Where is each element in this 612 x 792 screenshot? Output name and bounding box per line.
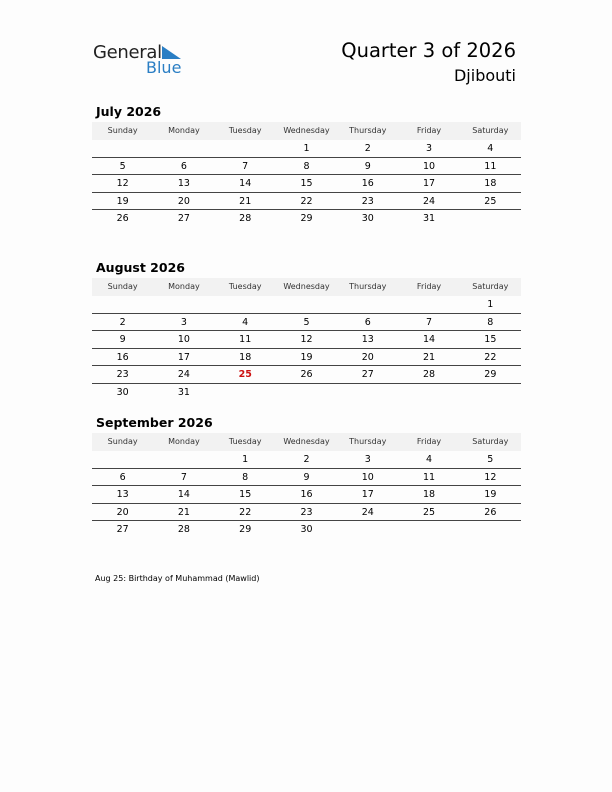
day-cell: 12 bbox=[300, 334, 313, 345]
day-cell bbox=[153, 296, 214, 313]
week-row bbox=[92, 349, 521, 367]
day-cell: 16 bbox=[361, 178, 374, 189]
day-cell bbox=[337, 521, 398, 538]
day-cell: 27 bbox=[361, 369, 374, 380]
day-cell: 17 bbox=[423, 178, 436, 189]
month-september bbox=[92, 414, 521, 538]
day-cell: 23 bbox=[116, 369, 129, 380]
week-row bbox=[92, 158, 521, 176]
day-cell: 4 bbox=[487, 143, 494, 154]
day-cell: 14 bbox=[177, 489, 190, 500]
day-cell: 24 bbox=[361, 506, 374, 518]
weekday-label: Tuesday bbox=[228, 126, 262, 135]
day-cell: 8 bbox=[303, 160, 310, 172]
day-cell: 3 bbox=[364, 454, 371, 465]
day-cell: 9 bbox=[119, 334, 126, 345]
weekday-label: Tuesday bbox=[228, 282, 262, 291]
weekday-label: Wednesday bbox=[283, 126, 330, 135]
day-cell: 5 bbox=[119, 160, 126, 172]
day-cell bbox=[398, 521, 459, 538]
day-cell: 29 bbox=[239, 524, 252, 535]
day-cell: 31 bbox=[423, 213, 436, 224]
week-row bbox=[92, 451, 521, 469]
day-cell: 17 bbox=[177, 351, 190, 363]
day-cell: 27 bbox=[177, 213, 190, 224]
day-cell: 18 bbox=[239, 351, 252, 363]
day-cell: 6 bbox=[180, 160, 187, 172]
month-title: September 2026 bbox=[96, 415, 213, 430]
calendar-grid bbox=[92, 451, 521, 538]
day-cell: 4 bbox=[242, 316, 249, 328]
weekday-label: Friday bbox=[416, 282, 442, 291]
day-cell: 29 bbox=[484, 369, 497, 380]
day-cell: 1 bbox=[487, 299, 494, 310]
day-cell bbox=[92, 296, 153, 313]
weekday-label: Monday bbox=[168, 437, 200, 446]
day-cell: 29 bbox=[300, 213, 313, 224]
day-cell: 1 bbox=[303, 143, 310, 154]
month-title: August 2026 bbox=[96, 260, 185, 275]
day-cell bbox=[337, 296, 398, 313]
day-cell: 13 bbox=[361, 334, 374, 345]
weekday-label: Wednesday bbox=[283, 282, 330, 291]
day-cell: 30 bbox=[361, 213, 374, 224]
day-cell: 22 bbox=[239, 506, 252, 518]
day-cell bbox=[276, 296, 337, 313]
week-row bbox=[92, 296, 521, 314]
day-cell: 28 bbox=[239, 213, 252, 224]
day-cell: 10 bbox=[177, 334, 190, 345]
day-cell: 6 bbox=[119, 471, 126, 483]
day-cell: 13 bbox=[177, 178, 190, 189]
week-row bbox=[92, 140, 521, 158]
day-cell: 19 bbox=[116, 195, 129, 207]
day-cell: 7 bbox=[180, 471, 187, 483]
day-cell: 10 bbox=[361, 471, 374, 483]
day-cell: 18 bbox=[484, 178, 497, 189]
week-row bbox=[92, 504, 521, 522]
day-cell: 21 bbox=[239, 195, 252, 207]
day-cell: 25 bbox=[238, 369, 252, 380]
day-cell: 30 bbox=[116, 386, 129, 398]
day-cell bbox=[153, 451, 214, 468]
day-cell bbox=[337, 384, 398, 401]
day-cell: 9 bbox=[303, 471, 310, 483]
weekday-label: Thursday bbox=[349, 126, 387, 135]
week-row bbox=[92, 193, 521, 211]
day-cell: 6 bbox=[364, 316, 371, 328]
day-cell: 22 bbox=[484, 351, 497, 363]
week-row bbox=[92, 521, 521, 538]
day-cell: 12 bbox=[484, 471, 497, 483]
weekday-label: Saturday bbox=[472, 437, 509, 446]
day-cell: 1 bbox=[242, 454, 249, 465]
day-cell: 4 bbox=[426, 454, 433, 465]
day-cell: 14 bbox=[423, 334, 436, 345]
day-cell: 31 bbox=[177, 386, 190, 398]
day-cell bbox=[276, 384, 337, 401]
month-title: July 2026 bbox=[96, 104, 162, 119]
day-cell: 30 bbox=[300, 524, 313, 535]
day-cell: 26 bbox=[116, 213, 129, 224]
weekday-label: Sunday bbox=[107, 437, 138, 446]
day-cell: 15 bbox=[484, 334, 497, 345]
weekday-label: Friday bbox=[416, 437, 442, 446]
day-cell bbox=[215, 384, 276, 401]
month-july bbox=[92, 103, 521, 227]
day-cell: 14 bbox=[239, 178, 252, 189]
week-row bbox=[92, 175, 521, 193]
day-cell: 26 bbox=[300, 369, 313, 380]
day-cell: 12 bbox=[116, 178, 129, 189]
week-row bbox=[92, 384, 521, 401]
day-cell: 5 bbox=[487, 454, 494, 465]
day-cell: 3 bbox=[426, 143, 433, 154]
weekday-label: Saturday bbox=[472, 282, 509, 291]
day-cell: 13 bbox=[116, 489, 129, 500]
day-cell bbox=[460, 210, 521, 227]
day-cell: 20 bbox=[361, 351, 374, 363]
day-cell: 23 bbox=[361, 195, 374, 207]
week-row bbox=[92, 314, 521, 332]
weekday-label: Monday bbox=[168, 126, 200, 135]
week-row bbox=[92, 210, 521, 227]
day-cell bbox=[92, 140, 153, 157]
week-row bbox=[92, 331, 521, 349]
weekday-header bbox=[92, 278, 521, 296]
weekday-header bbox=[92, 122, 521, 140]
day-cell: 16 bbox=[116, 351, 129, 363]
country-name: Djibouti bbox=[453, 66, 516, 85]
calendar-grid bbox=[92, 296, 521, 400]
day-cell: 19 bbox=[300, 351, 313, 363]
calendar-grid bbox=[92, 140, 521, 227]
day-cell: 8 bbox=[242, 471, 249, 483]
weekday-label: Sunday bbox=[107, 282, 138, 291]
day-cell: 19 bbox=[484, 489, 497, 500]
day-cell: 10 bbox=[423, 160, 436, 172]
day-cell bbox=[398, 296, 459, 313]
day-cell: 5 bbox=[303, 316, 310, 328]
day-cell: 18 bbox=[423, 489, 436, 500]
day-cell: 20 bbox=[177, 195, 190, 207]
day-cell: 11 bbox=[423, 471, 436, 483]
day-cell: 24 bbox=[177, 369, 190, 380]
day-cell: 25 bbox=[423, 506, 436, 518]
weekday-label: Thursday bbox=[349, 282, 387, 291]
day-cell: 21 bbox=[177, 506, 190, 518]
day-cell: 28 bbox=[177, 524, 190, 535]
page-title: Quarter 3 of 2026 bbox=[341, 39, 516, 62]
month-august bbox=[92, 259, 521, 400]
day-cell: 23 bbox=[300, 506, 313, 518]
holiday-note: Aug 25: Birthday of Muhammad (Mawlid) bbox=[95, 574, 260, 583]
weekday-label: Monday bbox=[168, 282, 200, 291]
day-cell: 17 bbox=[361, 489, 374, 500]
day-cell: 3 bbox=[180, 316, 187, 328]
day-cell bbox=[215, 140, 276, 157]
week-row bbox=[92, 469, 521, 487]
day-cell bbox=[92, 451, 153, 468]
logo-word-general: General bbox=[93, 42, 162, 63]
day-cell: 21 bbox=[423, 351, 436, 363]
day-cell: 16 bbox=[300, 489, 313, 500]
weekday-label: Saturday bbox=[472, 126, 509, 135]
day-cell: 28 bbox=[423, 369, 436, 380]
day-cell: 26 bbox=[484, 506, 497, 518]
day-cell: 15 bbox=[239, 489, 252, 500]
day-cell: 15 bbox=[300, 178, 313, 189]
day-cell bbox=[215, 296, 276, 313]
logo bbox=[93, 40, 193, 80]
day-cell: 8 bbox=[487, 316, 494, 328]
day-cell: 25 bbox=[484, 195, 497, 207]
day-cell: 20 bbox=[116, 506, 129, 518]
day-cell: 2 bbox=[364, 143, 371, 154]
day-cell: 9 bbox=[364, 160, 371, 172]
day-cell: 27 bbox=[116, 524, 129, 535]
day-cell bbox=[398, 384, 459, 401]
day-cell: 22 bbox=[300, 195, 313, 207]
day-cell: 11 bbox=[239, 334, 252, 345]
week-row bbox=[92, 486, 521, 504]
weekday-header bbox=[92, 433, 521, 451]
logo-word-blue: Blue bbox=[146, 58, 182, 77]
day-cell: 7 bbox=[426, 316, 433, 328]
weekday-label: Thursday bbox=[349, 437, 387, 446]
day-cell: 7 bbox=[242, 160, 249, 172]
weekday-label: Tuesday bbox=[228, 437, 262, 446]
day-cell bbox=[460, 521, 521, 538]
weekday-label: Sunday bbox=[107, 126, 138, 135]
weekday-label: Wednesday bbox=[283, 437, 330, 446]
day-cell: 24 bbox=[423, 195, 436, 207]
day-cell: 2 bbox=[303, 454, 310, 465]
day-cell: 11 bbox=[484, 160, 497, 172]
day-cell bbox=[460, 384, 521, 401]
week-row bbox=[92, 366, 521, 384]
day-cell bbox=[153, 140, 214, 157]
day-cell: 2 bbox=[119, 316, 126, 328]
weekday-label: Friday bbox=[416, 126, 442, 135]
